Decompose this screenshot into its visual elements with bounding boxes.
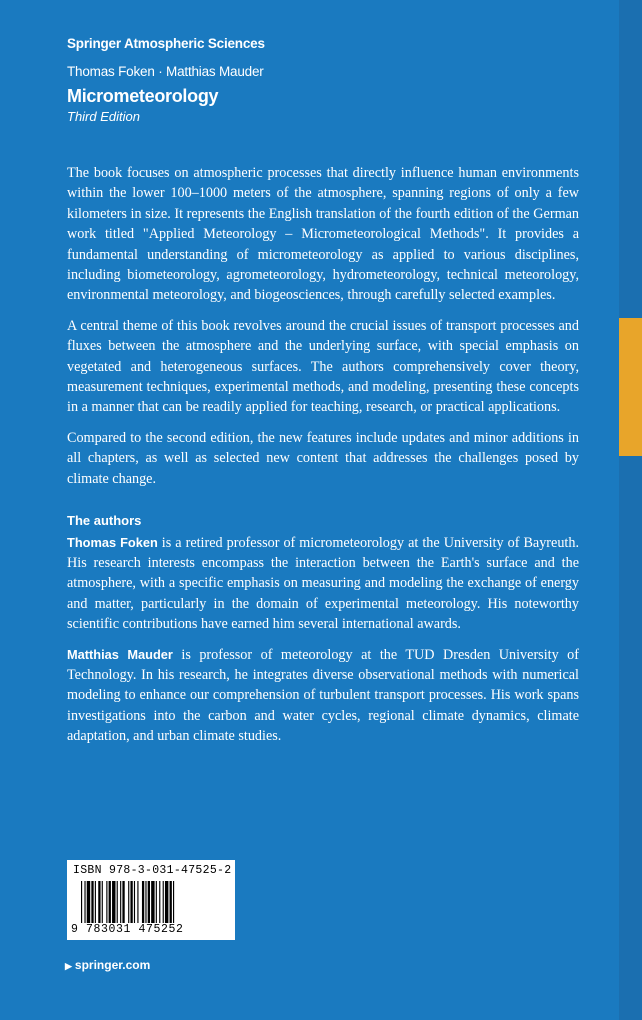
spine-stripe <box>619 0 642 1020</box>
barcode-bar <box>137 881 138 923</box>
author-bio-foken <box>67 533 579 635</box>
description-paragraph-2: A central theme of this book revolves around the crucial issues of transport processes and fluxes between the atmosphere and the underlying surface, with special emphasis on vegetated and heterogeneous surfaces. The authors comprehensively cover theory, measurement techniques, experimental methods, and modeling, presenting these concepts in a manner that can be readily applied for teaching, research, or practical applications. <box>67 317 579 416</box>
barcode-bar <box>165 881 168 923</box>
description-paragraph-1: The book focuses on atmospheric processes that directly influence human environments within the lower 100–1000 meters of the atmosphere, spanning regions of only a few kilometers in size. It represents the English translation of the fourth edition of the German work titled "Applied Meteorology – Micrometeorological Methods". It provides a fundamental understanding of micrometeorology as applied to various disciplines, including biometeorology, agrometeorology, hydrometeorology, technical meteorology, environmental meteorology, and biogeosciences, through carefully selected examples. <box>67 165 579 304</box>
barcode <box>81 881 223 923</box>
barcode-bar <box>98 881 100 923</box>
isbn-barcode-box <box>67 860 235 940</box>
back-cover-text <box>67 163 579 757</box>
barcode-bar <box>117 881 118 923</box>
barcode-digits: 9 783031 475252 <box>71 923 184 936</box>
barcode-bar <box>106 881 107 923</box>
book-title: Micrometeorology <box>67 86 219 106</box>
arrow-icon: ▶ <box>65 961 72 971</box>
edition-label: Third Edition <box>67 109 140 124</box>
author-bio-text-foken: is a retired professor of micrometeorology at the University of Bayreuth. His research interests encompass the interaction between the Earth's surface and the atmosphere, with a specific emphasis on measuring and modeling the exchange of energy and matter, particularly in the domain of experimental meteorology. His noteworthy scientific contributions have earned him several international awards. <box>67 534 579 633</box>
barcode-bar <box>170 881 172 923</box>
barcode-bar <box>109 881 111 923</box>
author-name-mauder: Matthias Mauder <box>67 646 173 662</box>
publisher-url: springer.com <box>74 958 151 972</box>
series-name: Springer Atmospheric Sciences <box>67 36 265 51</box>
authors-line: Thomas Foken · Matthias Mauder <box>67 64 264 79</box>
barcode-bar <box>163 881 164 923</box>
barcode-bar <box>122 881 124 923</box>
barcode-bar <box>112 881 115 923</box>
barcode-bar <box>102 881 103 923</box>
barcode-bar <box>87 881 90 923</box>
barcode-bar <box>130 881 132 923</box>
barcode-bar <box>159 881 160 923</box>
author-bio-mauder <box>67 645 579 747</box>
barcode-bar <box>145 881 146 923</box>
barcode-bar <box>134 881 135 923</box>
description-paragraph-3: Compared to the second edition, the new features include updates and minor additions in all chapters, as well as selected new content that addresses the challenges posed by climate change. <box>67 429 579 487</box>
barcode-bar <box>151 881 154 923</box>
author-bio-text-mauder: is professor of meteorology at the TUD Dresden University of Technology. In his research, he integrates diverse observational methods with numerical modeling to enhance our comprehension of turbulent transport processes. His work spans investigations into the carbon and water cycles, regional climate dynamics, climate adaptation, and urban climate studies. <box>67 646 579 745</box>
barcode-bar <box>128 881 129 923</box>
barcode-bar <box>148 881 150 923</box>
orange-accent-bar <box>619 318 642 456</box>
barcode-bar <box>142 881 144 923</box>
barcode-bar <box>91 881 93 923</box>
barcode-bar <box>156 881 157 923</box>
author-name-foken: Thomas Foken <box>67 534 158 550</box>
barcode-bar <box>95 881 96 923</box>
barcode-bar <box>84 881 85 923</box>
barcode-bar <box>173 881 174 923</box>
barcode-bar <box>120 881 121 923</box>
barcode-bar <box>81 881 82 923</box>
isbn-label: ISBN 978-3-031-47525-2 <box>73 864 232 877</box>
publisher-link[interactable] <box>65 958 150 972</box>
authors-heading: The authors <box>67 513 142 529</box>
